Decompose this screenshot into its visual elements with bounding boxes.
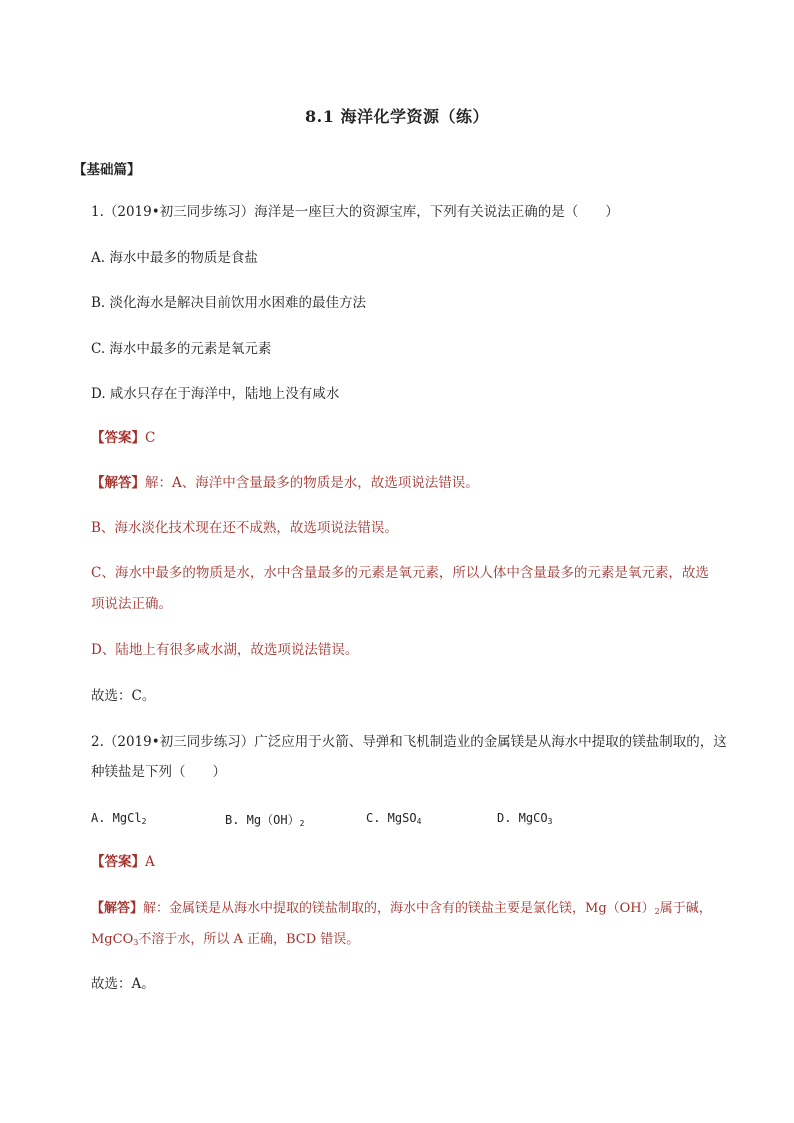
option-b-subscript: 2 — [299, 819, 305, 828]
question-2-option-d — [497, 811, 552, 825]
question-1-option-a: A. 海水中最多的物质是食盐 — [91, 250, 258, 266]
answer-value: C — [145, 430, 156, 446]
question-1-analysis-5: D、陆地上有很多咸水湖，故选项说法错误。 — [91, 642, 359, 658]
option-a-text: A. MgCl — [91, 811, 142, 825]
question-1-option-c: C. 海水中最多的元素是氧元素 — [91, 341, 272, 357]
answer-value: A — [145, 854, 155, 870]
question-1-answer — [91, 428, 155, 448]
question-2-option-a — [91, 811, 146, 825]
section-heading: 【基础篇】 — [73, 162, 141, 178]
question-1-option-d: D. 咸水只存在于海洋中，陆地上没有咸水 — [91, 386, 340, 402]
option-c-text: C. MgSO — [366, 811, 417, 825]
option-c-subscript: 4 — [416, 817, 422, 826]
question-2-conclusion: 故选：A。 — [91, 976, 155, 992]
option-d-text: D. MgCO — [497, 811, 548, 825]
question-2-analysis-1 — [91, 899, 712, 919]
analysis-text-end: 不溶于水，所以 A 正确，BCD 错误。 — [138, 932, 360, 947]
analysis-subscript: 3 — [133, 938, 139, 947]
analysis-formula: MgCO — [91, 932, 134, 947]
option-b-text: B. Mg（OH） — [225, 813, 300, 827]
question-1-conclusion: 故选：C。 — [91, 688, 156, 704]
analysis-text-end: 属于碱， — [659, 901, 712, 916]
question-2-stem-2: 种镁盐是下列（ ） — [91, 764, 226, 780]
question-2-answer — [91, 852, 155, 872]
question-1-analysis-2: B、海水淡化技术现在还不成熟，故选项说法错误。 — [91, 520, 398, 536]
question-2-stem-1: 2.（2019•初三同步练习）广泛应用于火箭、导弹和飞机制造业的金属镁是从海水中提取的镁盐制取的，这 — [91, 734, 727, 750]
answer-label: 【答案】 — [91, 854, 145, 870]
option-d-subscript: 3 — [547, 817, 553, 826]
question-1-analysis-3: C、海水中最多的物质是水，水中含量最多的元素是氧元素，所以人体中含量最多的元素是氧元素，故选 — [91, 565, 709, 581]
answer-label: 【答案】 — [91, 430, 145, 446]
question-1-analysis-4: 项说法正确。 — [91, 596, 172, 612]
analysis-subscript: 2 — [654, 907, 660, 916]
option-a-subscript: 2 — [141, 817, 147, 826]
analysis-text: 解：金属镁是从海水中提取的镁盐制取的，海水中含有的镁盐主要是氯化镁，Mg（OH） — [143, 901, 655, 916]
question-2-option-c — [366, 811, 421, 825]
analysis-label: 【解答】 — [91, 901, 144, 916]
question-1-option-b: B. 淡化海水是解决目前饮用水困难的最佳方法 — [91, 295, 367, 311]
analysis-label: 【解答】 — [91, 475, 145, 491]
analysis-text: 解：A、海洋中含量最多的物质是水，故选项说法错误。 — [145, 475, 479, 491]
page-title: 8.1 海洋化学资源（练） — [305, 107, 489, 126]
question-2-option-b — [225, 811, 304, 828]
question-1-stem: 1.（2019•初三同步练习）海洋是一座巨大的资源宝库，下列有关说法正确的是（ ） — [91, 204, 619, 220]
question-2-analysis-2 — [91, 930, 359, 950]
question-1-analysis-1 — [91, 473, 479, 493]
